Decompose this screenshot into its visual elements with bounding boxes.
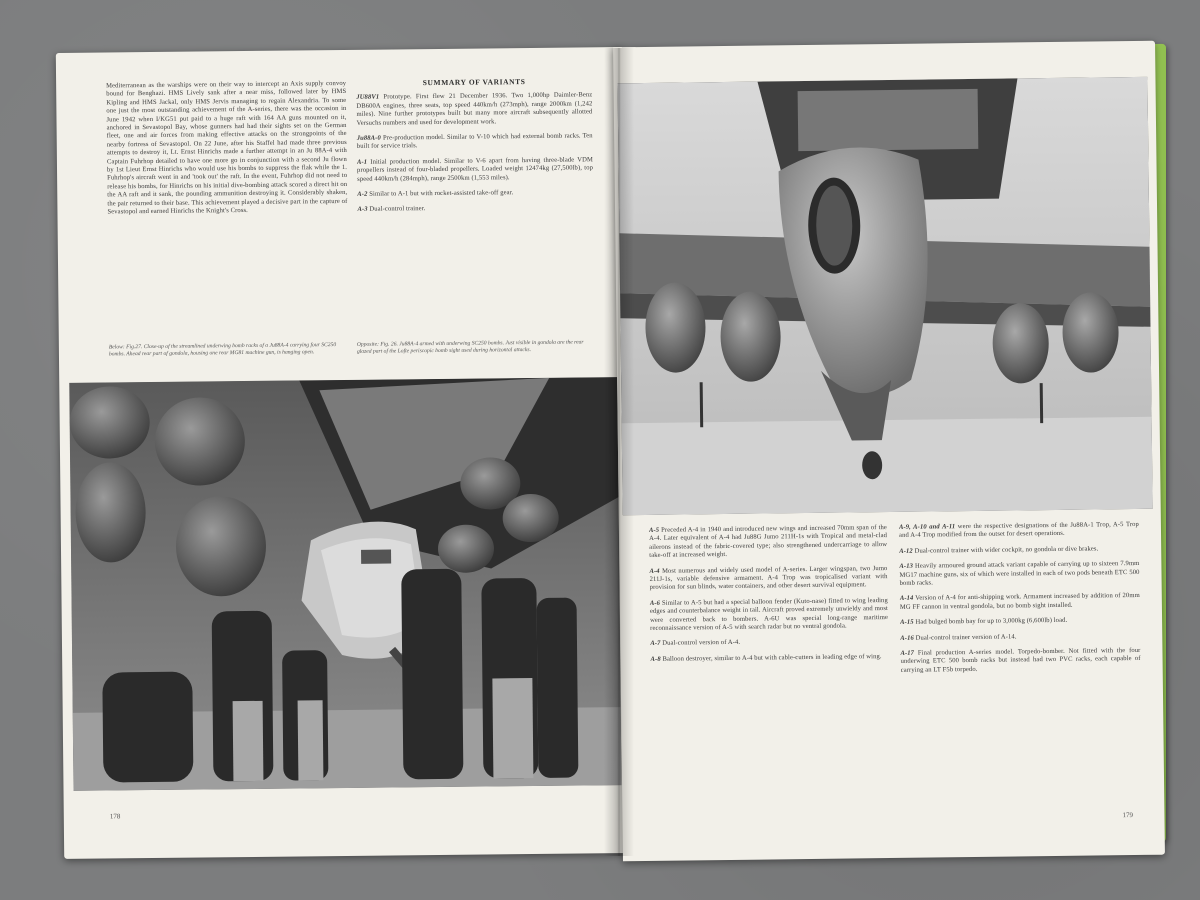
variant-code: A-1 [356,158,368,166]
variant-code: A-14 [899,595,914,603]
right-page [613,41,1165,862]
variant-entry [899,545,1139,556]
variant-entry [357,204,593,215]
variant-code: A-4 [649,567,660,575]
variant-entry [357,156,593,184]
variant-entry [650,597,888,634]
variant-description: Final production A-series model. Torpedo-bomber. Not fitted with the four underwing ETC 500 bomb racks but instead had two PVC racks, each capable of carrying an LT F5b torpedo. [900,647,1141,674]
variant-description: Initial production model. Similar to V-6 apart from having three-blade VDM propellers instead of four-bladed propellers. Loaded weight 12474kg (27,500lb), top speed 440km/h (284mph), range 2500km (1,553 miles). [357,156,594,183]
variant-code: A-7 [650,640,661,648]
variant-entry [900,616,1140,627]
aircraft-front-photo [617,77,1152,515]
section-heading: SUMMARY OF VARIANTS [422,77,526,88]
left-page [56,47,630,859]
variant-description: Dual-control version of A-4. [662,639,741,648]
variant-description: Dual-control trainer. [369,205,426,214]
variant-description: Dual-control trainer version of A-14. [915,633,1017,642]
photo-caption-left: Below: Fig.27. Close-up of the streamlined underwing bomb racks of a Ju88A-4 carrying four SC250 bombs. Ahead rear part of gondola, housing one rear MG81 machine gun, is hanging open. [108,342,337,358]
variant-code: Ju88A-0 [356,134,381,142]
variant-description: Heavily armoured ground attack variant capable of carrying up to sixteen 7.9mm MG17 machine guns, six of which were installed in each of two pods beneath ETC 500 bomb racks. [899,560,1140,587]
variant-code: A-13 [899,562,914,571]
variant-entry [650,653,888,664]
variant-description: Similar to A-1 but with rocket-assisted take-off gear. [369,189,514,198]
variant-code: A-15 [900,618,914,627]
variant-entry [899,521,1139,541]
bomb-rack-photo-image [69,377,621,791]
intro-paragraph: Mediterranean as the warships were on their way to intercept an Axis supply convoy bound for Benghazi. HMS Lively sank after a near miss, followed later by HMS Kipling and HMS Jackal, only HMS Jervis managing to regain Alexandria. To some one just the most outstanding achievement of the A-series, there was the occasion in June 1942 when I/KG51 put paid to a huge raft with 164 AA guns mounted on it, anchored in Sevastopol Bay, whose gunners had had their sights set on the German fleet, one and air forces from making effective attacks on the strongpoints of the nearby fortress of Sevastopol. On 22 June, after his Staffel had made three previous attempts to destroy it, Lt. Ernst Hinrichs made a further attempt in an Ju 88A-4 with Captain Fuhrhop detailed to have one more go in conjunction with a second Ju flown by 1st Lieut Ernst Hinrichs who would use his bombs to suppress the flak while the 1. Fuhrhop's aircraft went in and 'took out' the raft. In the event, Fuhrhop did not need to release his bombs, for Hinrichs on his initial dive-bombing attack scored a direct hit on the AA raft and it sank, the pounding ammunition destroying it. Considerably shaken, the pair returned to their base. This achievement played a decisive part in the capture of Sevastopol and earned Hinrichs the Knight's Cross. [106,79,348,216]
photo-caption-right: Opposite: Fig. 26. Ju88A-4 armed with underwing SC250 bombs. Just visible in gondola are the rear glazed part of the Lofte periscopic bomb sight used during horizontal attacks. [356,339,584,355]
left-page-number: 178 [109,812,121,821]
bomb-rack-photo [69,377,621,791]
variant-entry [357,132,593,151]
aircraft-front-photo-image [617,77,1152,515]
variant-description: Prototype. First flew 21 December 1936. Two 1,000hp Daimler-Benz DB600A engines, three seats, top speed 440km/h (273mph), range 2000km (1,242 miles). Nine further prototypes built but many more aircraft subsequently allotted Versuchs numbers and used for development work. [356,91,593,127]
variants-column [356,77,595,349]
variant-code: A-9, A-10 and A-11 [898,523,956,531]
variant-code: A-2 [357,190,368,198]
variant-code: A-3 [357,206,368,214]
variant-entry [649,565,887,593]
variant-description: Most numerous and widely used model of A-series. Larger wingspan, two Jumo 211J-1s, variable defensive armament. A-4 Trop was tropicalised variant with provision for sun blinds, water containers, and other desert survival equipment. [649,564,888,592]
variant-description: Version of A-4 for anti-shipping work. Armament increased by addition of 20mm MG FF cannon in ventral gondola, but no bomb sight installed. [899,592,1140,611]
variant-code: A-17 [900,649,915,657]
variant-entry [900,632,1140,643]
variant-description: Similar to A-5 but had a special balloon fender (Kuto-nase) fitted to wing leading edges and counterbalance weight in tail. Aircraft proved extremely unwieldy and most were converted back to bombers. A-6U was special long-range maritime reconnaissance version of A-5 with search radar but no ventral gondola. [649,596,889,632]
variant-list-right-2 [899,521,1141,675]
intro-column [106,80,349,362]
variant-code: A-12 [899,547,913,555]
variant-code: A-5 [648,526,660,534]
variants-column-right-1 [649,524,891,827]
variant-list-right-1 [649,524,889,664]
variant-description: were the respective designations of the Ju88A-1 Trop, A-5 Trop and A-4 Trop modified from the outset for desert operations. [898,520,1139,540]
variant-entry [649,524,887,561]
variant-code: A-8 [650,655,661,663]
variant-code: JU88V1 [356,94,380,102]
variant-description: Balloon destroyer, similar to A-4 but with cable-cutters in leading edge of wing. [662,652,882,663]
variants-column-right-2 [899,521,1143,824]
variant-description: Pre-production model. Similar to V-10 which had external bomb racks. Ten built for service trials. [356,132,593,151]
variant-entry [899,560,1139,588]
variant-entry [900,592,1140,612]
variant-code: A-16 [900,634,914,642]
variant-entry [650,637,888,648]
variant-code: A-6 [649,599,661,607]
variant-entry [900,647,1140,675]
variant-description: Had bulged bomb bay for up to 3,000kg (6,600lb) load. [915,617,1068,626]
variant-entry [357,188,593,199]
variant-description: Dual-control trainer with wider cockpit, no gondola or dive brakes. [914,545,1099,555]
variant-entry [356,92,592,128]
variant-list [356,92,593,215]
variant-description: Preceded A-4 in 1940 and introduced new wings and increased 70mm span of the A-4. Later equivalent of A-4 had Ju88G Jumo 211H-1s with Tropical and metal-clad ailerons instead of the fabric-covered type; also strengthened undercarriage to allow take-off at increased weight. [649,524,888,560]
right-page-number: 179 [1122,811,1134,820]
